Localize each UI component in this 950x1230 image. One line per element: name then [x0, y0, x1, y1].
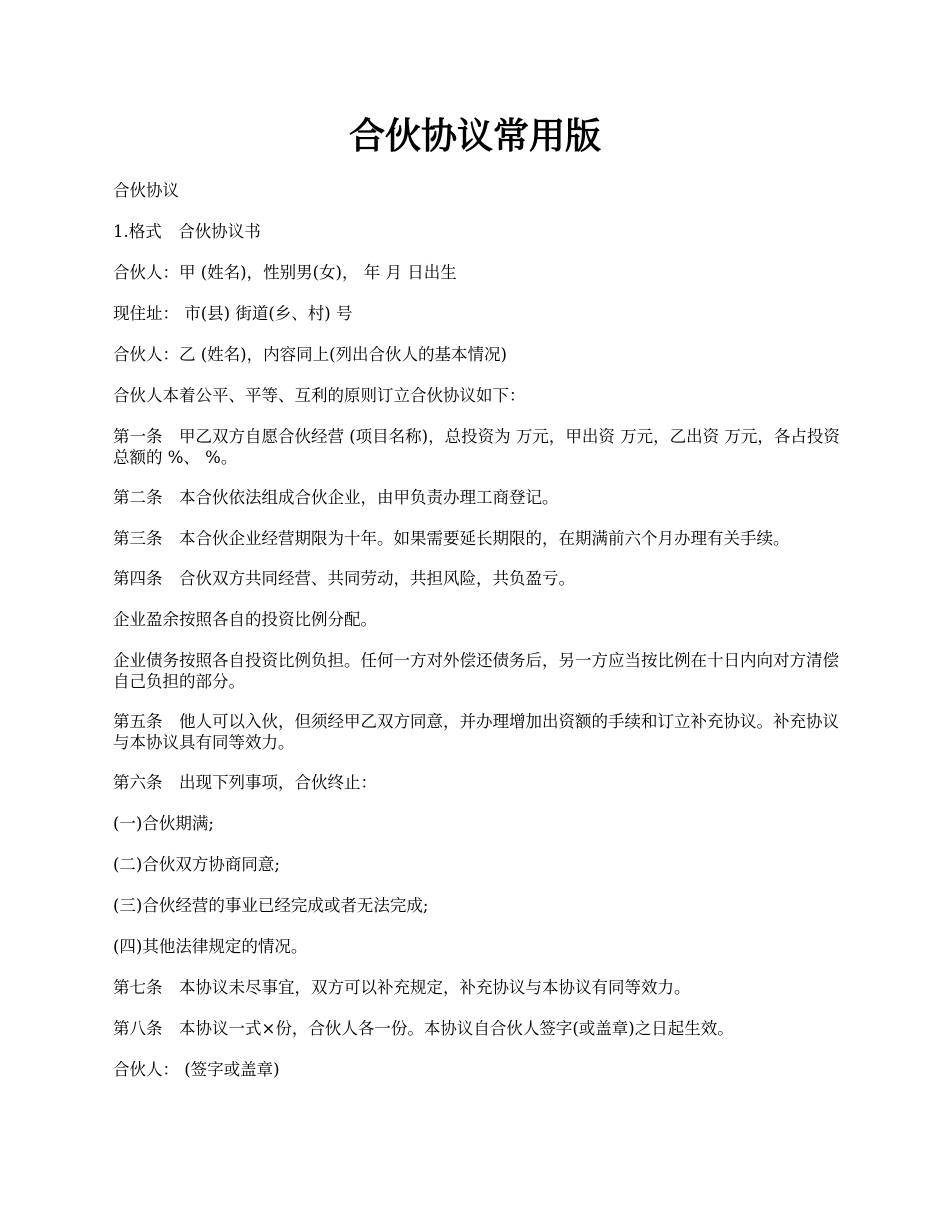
- article-8: 第八条 本协议一式×份，合伙人各一份。本协议自合伙人签字(或盖章)之日起生效。: [113, 1019, 734, 1038]
- paragraph-debt-sharing: 企业债务按照各自投资比例负担。任何一方对外偿还债务后，另一方应当按比例在十日内向对方清偿自己负担的部分。: [113, 651, 839, 691]
- termination-item-4: (四)其他法律规定的情况。: [113, 937, 308, 956]
- paragraph-partner-b: 合伙人：乙 (姓名)，内容同上(列出合伙人的基本情况): [113, 345, 507, 364]
- article-3: 第三条 本合伙企业经营期限为十年。如果需要延长期限的，在期满前六个月办理有关手续。: [113, 529, 790, 548]
- termination-item-3: (三)合伙经营的事业已经完成或者无法完成;: [113, 896, 429, 915]
- article-1: 第一条 甲乙双方自愿合伙经营 (项目名称)，总投资为 万元，甲出资 万元，乙出资 万元，各占投资总额的 %、 %。: [113, 427, 840, 467]
- paragraph-address: 现住址： 市(县) 街道(乡、村) 号: [113, 304, 353, 323]
- article-7: 第七条 本协议未尽事宜，双方可以补充规定，补充协议与本协议有同等效力。: [113, 978, 691, 997]
- signature-line: 合伙人： (签字或盖章): [113, 1060, 280, 1079]
- article-2: 第二条 本合伙依法组成合伙企业，由甲负责办理工商登记。: [113, 488, 559, 507]
- document-title: 合伙协议常用版: [348, 115, 601, 157]
- paragraph-heading: 合伙协议: [113, 181, 179, 200]
- termination-item-1: (一)合伙期满;: [113, 814, 214, 833]
- article-5: 第五条 他人可以入伙，但须经甲乙双方同意，并办理增加出资额的手续和订立补充协议。补充协议与本协议具有同等效力。: [113, 712, 839, 752]
- termination-item-2: (二)合伙双方协商同意;: [113, 855, 280, 874]
- document-body: [113, 180, 843, 1100]
- article-4: 第四条 合伙双方共同经营、共同劳动，共担风险，共负盈亏。: [113, 569, 575, 588]
- paragraph-partner-a: 合伙人：甲 (姓名)，性别男(女)， 年 月 日出生: [113, 263, 457, 282]
- article-6: 第六条 出现下列事项，合伙终止：: [113, 773, 377, 792]
- paragraph-preamble: 合伙人本着公平、平等、互利的原则订立合伙协议如下：: [113, 386, 526, 405]
- paragraph-format: 1.格式 合伙协议书: [113, 222, 261, 241]
- paragraph-profit-distribution: 企业盈余按照各自的投资比例分配。: [113, 610, 377, 629]
